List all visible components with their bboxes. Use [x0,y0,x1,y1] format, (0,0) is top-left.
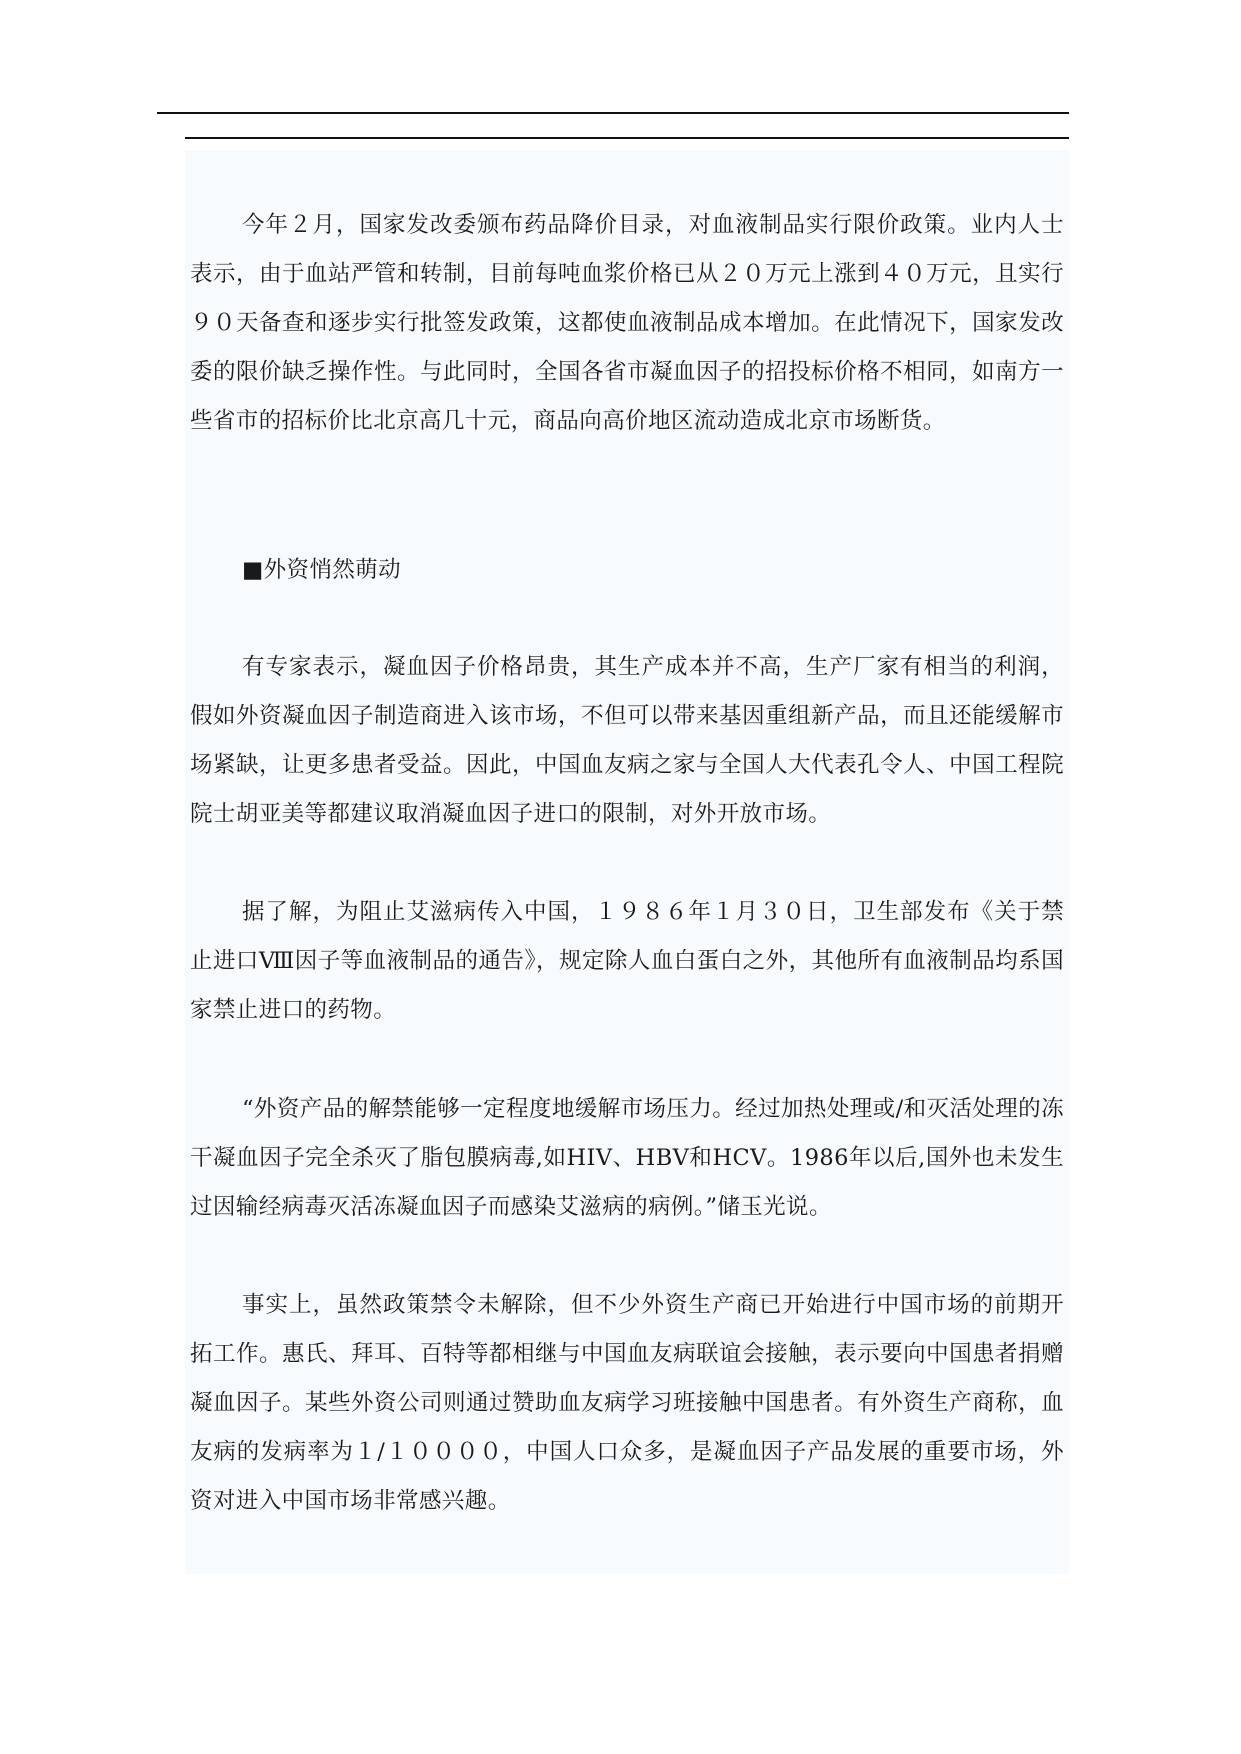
paragraph-market-development: 事实上，虽然政策禁令未解除，但不少外资生产商已开始进行中国市场的前期开拓工作。惠氏、拜耳、百特等都相继与中国血友病联谊会接触，表示要向中国患者捐赠凝血因子。某些外资公司则通过赞助血友病学习班接触中国患者。有外资生产商称，血友病的发病率为１/１００００，中国人口众多，是凝血因子产品发展的重要市场，外资对进入中国市场非常感兴趣。 [190,1292,1064,1514]
header-rule-second [185,137,1069,139]
paragraph-quote: “外资产品的解禁能够一定程度地缓解市场压力。经过加热处理或/和灭活处理的冻干凝血因子完全杀灭了脂包膜病毒,如HIV、HBV和HCV。1986年以后,国外也未发生过因输经病毒灭活冻凝血因子而感染艾滋病的病例。”储玉光说。 [190,1096,1064,1220]
paragraph-expert-opinion: 有专家表示，凝血因子价格昂贵，其生产成本并不高，生产厂家有相当的利润，假如外资凝血因子制造商进入该市场，不但可以带来基因重组新产品，而且还能缓解市场紧缺，让更多患者受益。因此，中国血友病之家与全国人大代表孔令人、中国工程院院士胡亚美等都建议取消凝血因子进口的限制，对外开放市场。 [190,654,1064,827]
paragraph-price-policy: 今年２月，国家发改委颁布药品降价目录，对血液制品实行限价政策。业内人士表示，由于血站严管和转制，目前每吨血浆价格已从２０万元上涨到４０万元，且实行９０天备查和逐步实行批签发政策，这都使血液制品成本增加。在此情况下，国家发改委的限价缺乏操作性。与此同时，全国各省市凝血因子的招投标价格不相同，如南方一些省市的招标价比北京高几十元，商品向高价地区流动造成北京市场断货。 [190,212,1064,434]
header-rule-top [157,112,1069,114]
section-heading-foreign-capital: ■外资悄然萌动 [242,557,402,583]
paragraph-import-ban: 据了解，为阻止艾滋病传入中国，１９８６年１月３０日，卫生部发布《关于禁止进口Ⅷ因子等血液制品的通告》，规定除人血白蛋白之外，其他所有血液制品均系国家禁止进口的药物。 [190,899,1064,1023]
